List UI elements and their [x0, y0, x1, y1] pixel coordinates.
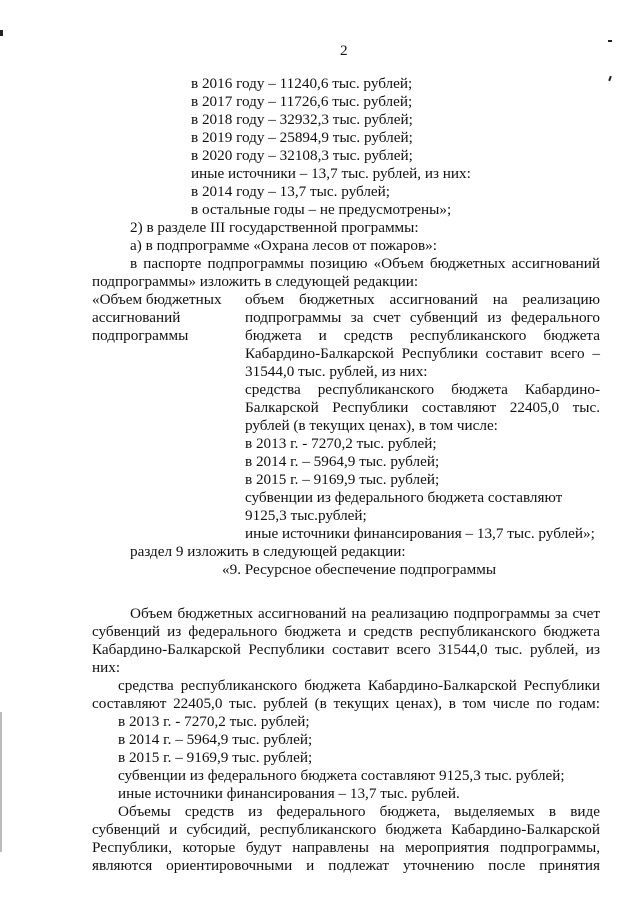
scan-mark-left-edge	[0, 712, 2, 852]
body-line: составляют 22405,0 тыс. рублей (в текущих ценах), в том числе по годам:	[92, 695, 600, 712]
item-a: а) в подпрограмме «Охрана лесов от пожаров»:	[130, 237, 437, 254]
body-line: Республики, которые будут направлены на мероприятия подпрограммы,	[92, 839, 600, 856]
body-line: субвенций из федерального бюджета и средств республиканского бюджета	[92, 623, 600, 640]
body-line: субвенций и субсидий, республиканского бюджета Кабардино-Балкарской	[92, 821, 600, 838]
table-right-line: рублей (в текущих ценах), в том числе:	[245, 417, 498, 434]
body-line: Кабардино-Балкарской Республики составит всего 31544,0 тыс. рублей, из	[92, 641, 600, 658]
list-item: в остальные годы – не предусмотрены»;	[191, 201, 452, 218]
table-left-label: ассигнований	[92, 309, 181, 326]
list-item: в 2017 году – 11726,6 тыс. рублей;	[191, 93, 413, 110]
table-right-line: объем бюджетных ассигнований на реализацию	[245, 291, 600, 308]
table-right-line: Кабардино-Балкарской Республики составит всего –	[245, 345, 600, 362]
table-right-line: в 2015 г. – 9169,9 тыс. рублей;	[245, 471, 440, 488]
table-right-line: 31544,0 тыс. рублей, из них:	[245, 363, 428, 380]
list-item: иные источники – 13,7 тыс. рублей, из них:	[191, 165, 471, 182]
body-line: Объемы средств из федерального бюджета, выделяемых в виде	[118, 803, 600, 820]
scan-mark-top-left	[0, 30, 3, 36]
passport-line-1: в паспорте подпрограммы позицию «Объем бюджетных ассигнований	[130, 255, 600, 272]
body-line: Объем бюджетных ассигнований на реализацию подпрограммы за счет	[130, 605, 600, 622]
body-line: в 2013 г. - 7270,2 тыс. рублей;	[118, 713, 310, 730]
table-right-line: средства республиканского бюджета Кабардино-	[245, 381, 600, 398]
list-item: в 2020 году – 32108,3 тыс. рублей;	[191, 147, 413, 164]
table-right-line: подпрограммы за счет субвенций из федерального	[245, 309, 600, 326]
body-line: являются ориентировочными и подлежат уточнению после принятия	[92, 857, 600, 874]
list-item: в 2014 году – 13,7 тыс. рублей;	[191, 183, 391, 200]
section9-intro: раздел 9 изложить в следующей редакции:	[130, 543, 406, 560]
table-right-line: в 2013 г. - 7270,2 тыс. рублей;	[245, 435, 437, 452]
body-line: субвенции из федерального бюджета составляют 9125,3 тыс. рублей;	[118, 767, 565, 784]
body-line: в 2015 г. – 9169,9 тыс. рублей;	[118, 749, 313, 766]
table-left-label: «Объем бюджетных	[92, 291, 222, 308]
table-left-label: подпрограммы	[92, 327, 189, 344]
item-2: 2) в разделе III государственной программы:	[130, 219, 419, 236]
table-right-line: Балкарской Республики составляют 22405,0 тыс.	[245, 399, 600, 416]
body-line: них:	[92, 659, 121, 676]
table-right-line: в 2014 г. – 5964,9 тыс. рублей;	[245, 453, 440, 470]
list-item: в 2018 году – 32932,3 тыс. рублей;	[191, 111, 413, 128]
table-right-line: бюджета и средств республиканского бюджета	[245, 327, 600, 344]
body-line: иные источники финансирования – 13,7 тыс. рублей.	[118, 785, 460, 802]
table-right-line: иные источники финансирования – 13,7 тыс. рублей»;	[245, 525, 595, 542]
table-right-line: 9125,3 тыс.рублей;	[245, 507, 367, 524]
scan-mark-right	[608, 76, 612, 81]
list-item: в 2019 году – 25894,9 тыс. рублей;	[191, 129, 413, 146]
section9-heading: «9. Ресурсное обеспечение подпрограммы	[222, 561, 497, 578]
passport-line-2: подпрограммы» изложить в следующей редакции:	[92, 273, 419, 290]
body-line: средства республиканского бюджета Кабардино-Балкарской Республики	[118, 677, 600, 694]
body-line: в 2014 г. – 5964,9 тыс. рублей;	[118, 731, 313, 748]
scan-mark-top-right	[608, 40, 612, 42]
page-number: 2	[340, 42, 348, 59]
table-right-line: субвенции из федерального бюджета составляют	[245, 489, 563, 506]
list-item: в 2016 году – 11240,6 тыс. рублей;	[191, 75, 413, 92]
